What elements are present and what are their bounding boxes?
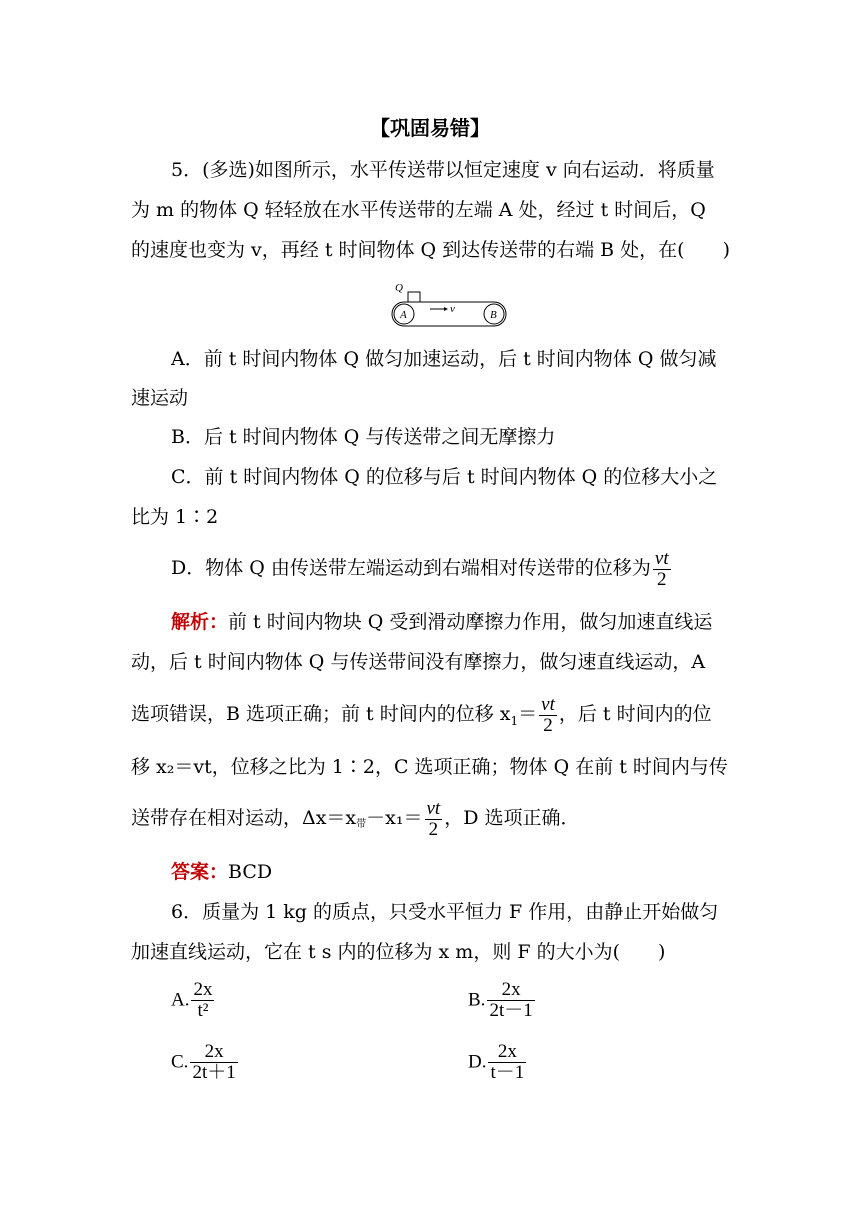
q5-stem-line1: 5．(多选)如图所示，水平传送带以恒定速度 v 向右运动．将质量: [171, 159, 715, 181]
q5-option-a-line1: A．前 t 时间内物体 Q 做匀加速运动，后 t 时间内物体 Q 做匀减: [171, 348, 717, 370]
velocity-arrowhead: [444, 307, 448, 311]
q6-stem-line1: 6．质量为 1 kg 的质点，只受水平恒力 F 作用，由静止开始做匀: [171, 901, 719, 923]
answer-value: BCD: [228, 861, 273, 883]
answer-line: [171, 860, 771, 884]
analysis-line2: 动，后 t 时间内物体 Q 与传送带间没有摩擦力，做匀速直线运动，A: [131, 651, 706, 673]
block-q: [408, 292, 420, 302]
analysis-label: 解析：: [171, 611, 229, 633]
q5-option-d-fraction: $\frac{vt}{2}$: [654, 547, 669, 590]
q5-option-a-line2: 速运动: [131, 387, 189, 409]
q6-option-c: C. $\frac{2x}{2t+1}$: [171, 1041, 236, 1083]
q5-option-d: [171, 548, 771, 590]
q6-option-a: A. $\frac{2x}{\text{t²}}$: [171, 979, 213, 1021]
q6-stem-line2: 加速直线运动，它在 t s 内的位移为 x m，则 F 的大小为( ): [131, 941, 666, 963]
analysis-line5: 送带存在相对运动，Δx＝x带－x₁＝ $\frac{vt}{2}$ ，D 选项正确．: [131, 797, 580, 840]
q5-option-c-line2: 比为 1∶2: [131, 506, 219, 528]
q5-option-d-text: D．物体 Q 由传送带左端运动到右端相对传送带的位移为: [171, 557, 651, 579]
q6-option-d: D. $\frac{2x}{t-1}$: [468, 1041, 525, 1083]
analysis-fraction-2: $\frac{vt}{2}$: [426, 797, 441, 840]
analysis-line4: 移 x₂＝vt，位移之比为 1∶2，C 选项正确；物体 Q 在前 t 时间内与传: [131, 756, 728, 778]
figure-label-q: Q: [395, 282, 403, 294]
q5-option-c-line1: C．前 t 时间内物体 Q 的位移与后 t 时间内物体 Q 的位移大小之: [171, 466, 718, 488]
figure-label-a: A: [400, 309, 407, 321]
answer-label: 答案：: [171, 861, 229, 883]
q5-option-b: B．后 t 时间内物体 Q 与传送带之间无摩擦力: [171, 426, 556, 448]
q6-option-b: B. $\frac{2x}{2t-1}$: [468, 979, 533, 1021]
section-heading: 【巩固易错】: [370, 116, 490, 140]
analysis-line3: 选项错误，B 选项正确；前 t 时间内的位移 $x_1=$ $\frac{vt}{2}$ ，后 t 时间内的位: [131, 693, 712, 736]
conveyor-belt-figure: [388, 279, 514, 331]
q5-stem-line3: 的速度也变为 v，再经 t 时间物体 Q 到达传送带的右端 B 处，在( ): [131, 239, 731, 261]
q5-stem-line2: 为 m 的物体 Q 轻轻放在水平传送带的左端 A 处，经过 t 时间后，Q: [131, 199, 706, 221]
analysis-fraction-1: $\frac{vt}{2}$: [541, 693, 555, 736]
figure-label-b: B: [490, 309, 497, 321]
analysis-line1: 解析：前 t 时间内物块 Q 受到滑动摩擦力作用，做匀加速直线运: [171, 611, 713, 633]
figure-label-v: v: [450, 303, 455, 315]
